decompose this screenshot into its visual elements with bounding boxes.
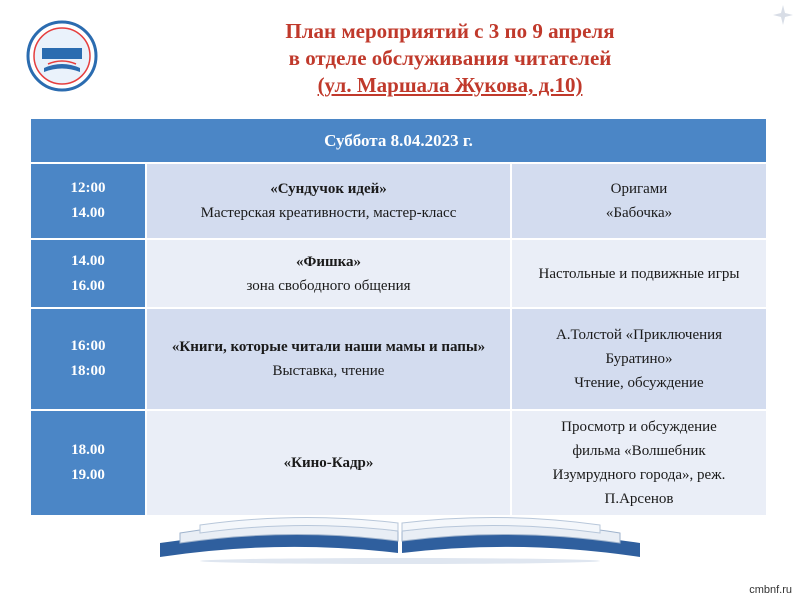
title-line-1: План мероприятий с 3 по 9 апреля bbox=[285, 19, 615, 43]
event-cell bbox=[147, 240, 512, 307]
time-start: 12:00 bbox=[70, 180, 106, 196]
event-cell bbox=[147, 309, 512, 409]
open-book-icon bbox=[150, 505, 650, 565]
table-row bbox=[31, 164, 766, 240]
library-logo-icon bbox=[26, 20, 98, 92]
event-title: «Кино-Кадр» bbox=[283, 455, 374, 471]
time-cell bbox=[31, 240, 147, 307]
detail-line: А.Толстой «Приключения bbox=[555, 327, 723, 343]
table-row bbox=[31, 240, 766, 309]
detail-line: фильма «Волшебник bbox=[572, 443, 706, 459]
watermark: cmbnf.ru bbox=[749, 584, 792, 596]
detail-line: Настольные и подвижные игры bbox=[538, 265, 740, 282]
detail-line: «Бабочка» bbox=[605, 205, 673, 221]
event-description: зона свободного общения bbox=[246, 277, 411, 294]
detail-line: Чтение, обсуждение bbox=[574, 375, 704, 391]
detail-cell bbox=[512, 164, 766, 238]
event-description: Мастерская креативности, мастер-класс bbox=[200, 205, 457, 221]
detail-line: Просмотр и обсуждение bbox=[561, 419, 717, 435]
schedule-table bbox=[30, 118, 767, 518]
detail-line: Буратино» bbox=[605, 351, 673, 367]
event-description: Выставка, чтение bbox=[272, 363, 385, 379]
time-cell bbox=[31, 164, 147, 238]
time-start: 14.00 bbox=[71, 252, 105, 269]
detail-cell bbox=[512, 240, 766, 307]
time-end: 19.00 bbox=[71, 467, 105, 483]
table-row bbox=[31, 411, 766, 517]
sparkle-icon bbox=[772, 4, 794, 26]
detail-line: Оригами bbox=[610, 181, 668, 197]
time-cell bbox=[31, 411, 147, 515]
detail-line: П.Арсенов bbox=[604, 491, 674, 507]
time-end: 14.00 bbox=[71, 205, 105, 221]
time-start: 18.00 bbox=[71, 442, 105, 458]
page-title bbox=[130, 18, 770, 99]
title-address: (ул. Маршала Жукова, д.10) bbox=[317, 73, 583, 97]
title-line-2: в отделе обслуживания читателей bbox=[288, 46, 612, 70]
time-cell bbox=[31, 309, 147, 409]
detail-cell bbox=[512, 309, 766, 409]
event-cell bbox=[147, 164, 512, 238]
event-cell bbox=[147, 411, 512, 515]
event-title: «Книги, которые читали наши мамы и папы» bbox=[171, 339, 486, 355]
detail-cell bbox=[512, 411, 766, 515]
table-row bbox=[31, 309, 766, 411]
time-end: 18:00 bbox=[70, 363, 106, 379]
detail-line: Изумрудного города», реж. bbox=[552, 467, 726, 483]
time-end: 16.00 bbox=[71, 277, 105, 294]
event-title: «Фишка» bbox=[295, 253, 362, 270]
time-start: 16:00 bbox=[70, 338, 106, 354]
event-title: «Сундучок идей» bbox=[270, 181, 387, 197]
day-header: Суббота 8.04.2023 г. bbox=[31, 119, 766, 164]
